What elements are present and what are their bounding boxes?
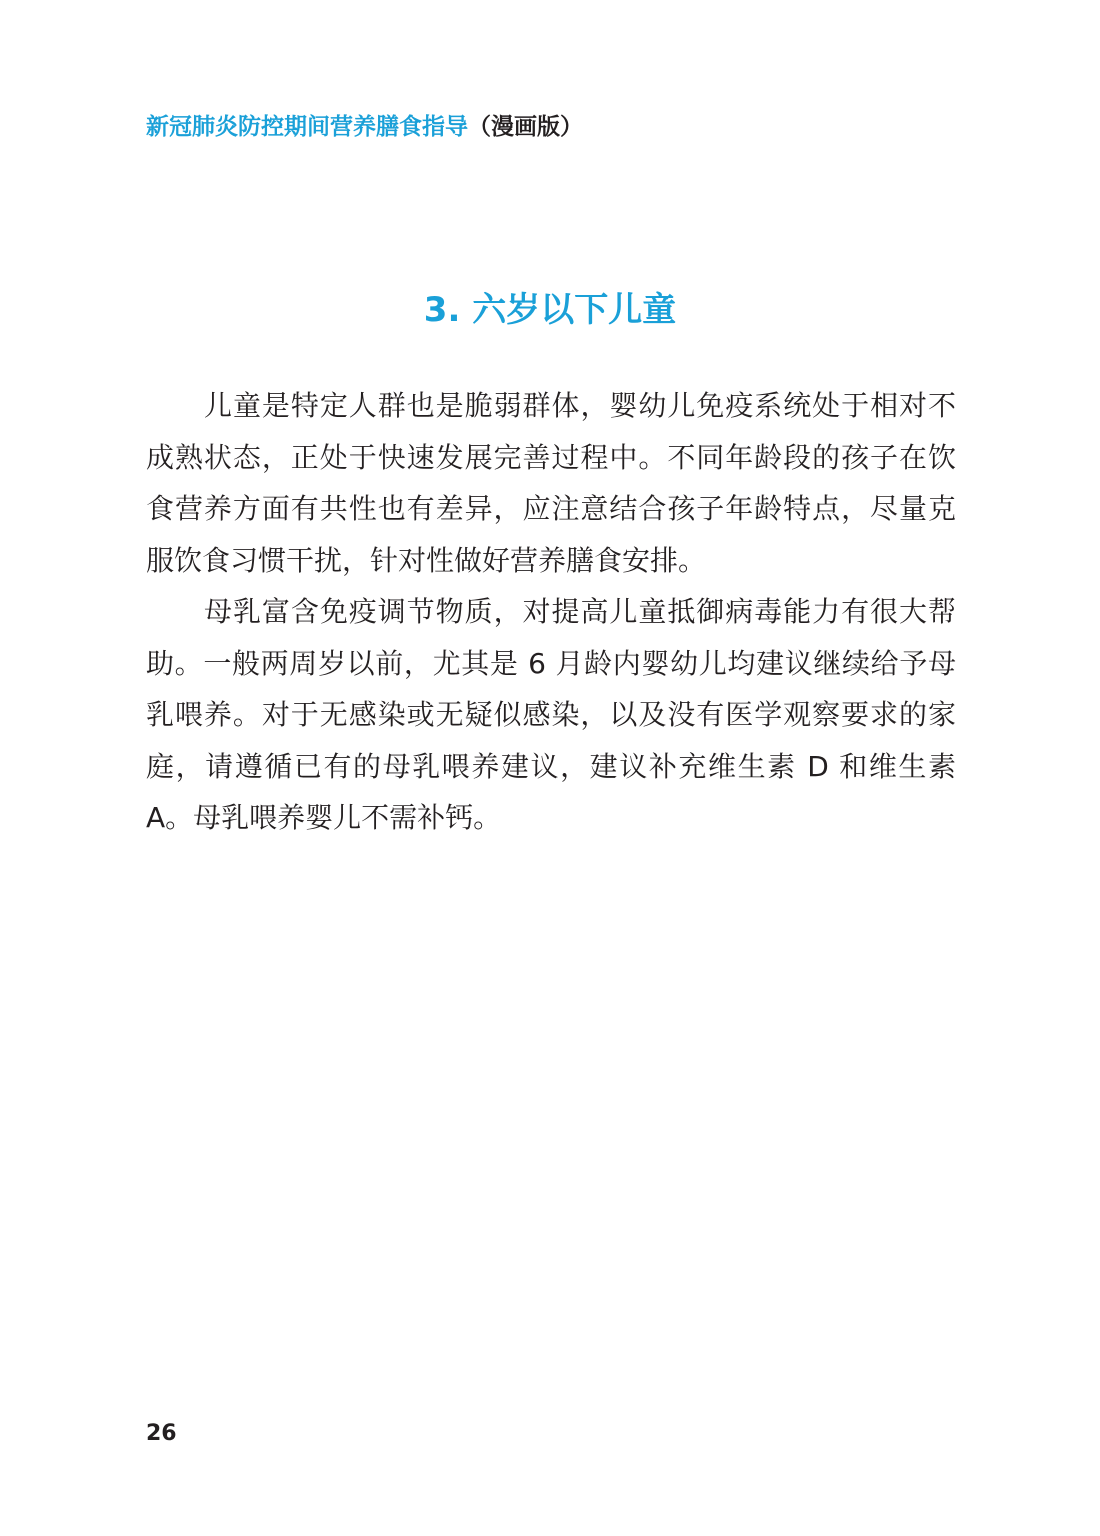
book-edition: （漫画版） xyxy=(468,114,583,140)
book-title: 新冠肺炎防控期间营养膳食指导 xyxy=(146,114,468,140)
section-title: 3. 六岁以下儿童 xyxy=(423,290,677,330)
body-text xyxy=(146,380,956,844)
paragraph-1: 儿童是特定人群也是脆弱群体，婴幼儿免疫系统处于相对不成熟状态，正处于快速发展完善过程中。不同年龄段的孩子在饮食营养方面有共性也有差异，应注意结合孩子年龄特点，尽量克服饮食习惯干扰，针对性做好营养膳食安排。 xyxy=(146,389,956,577)
page-number: 26 xyxy=(146,1421,177,1446)
running-header xyxy=(146,112,583,142)
paragraph-2: 母乳富含免疫调节物质，对提高儿童抵御病毒能力有很大帮助。一般两周岁以前，尤其是 6 月龄内婴幼儿均建议继续给予母乳喂养。对于无感染或无疑似感染，以及没有医学观察要求的家庭，请遵循已有的母乳喂养建议，建议补充维生素 D 和维生素 A。母乳喂养婴儿不需补钙。 xyxy=(146,595,956,834)
